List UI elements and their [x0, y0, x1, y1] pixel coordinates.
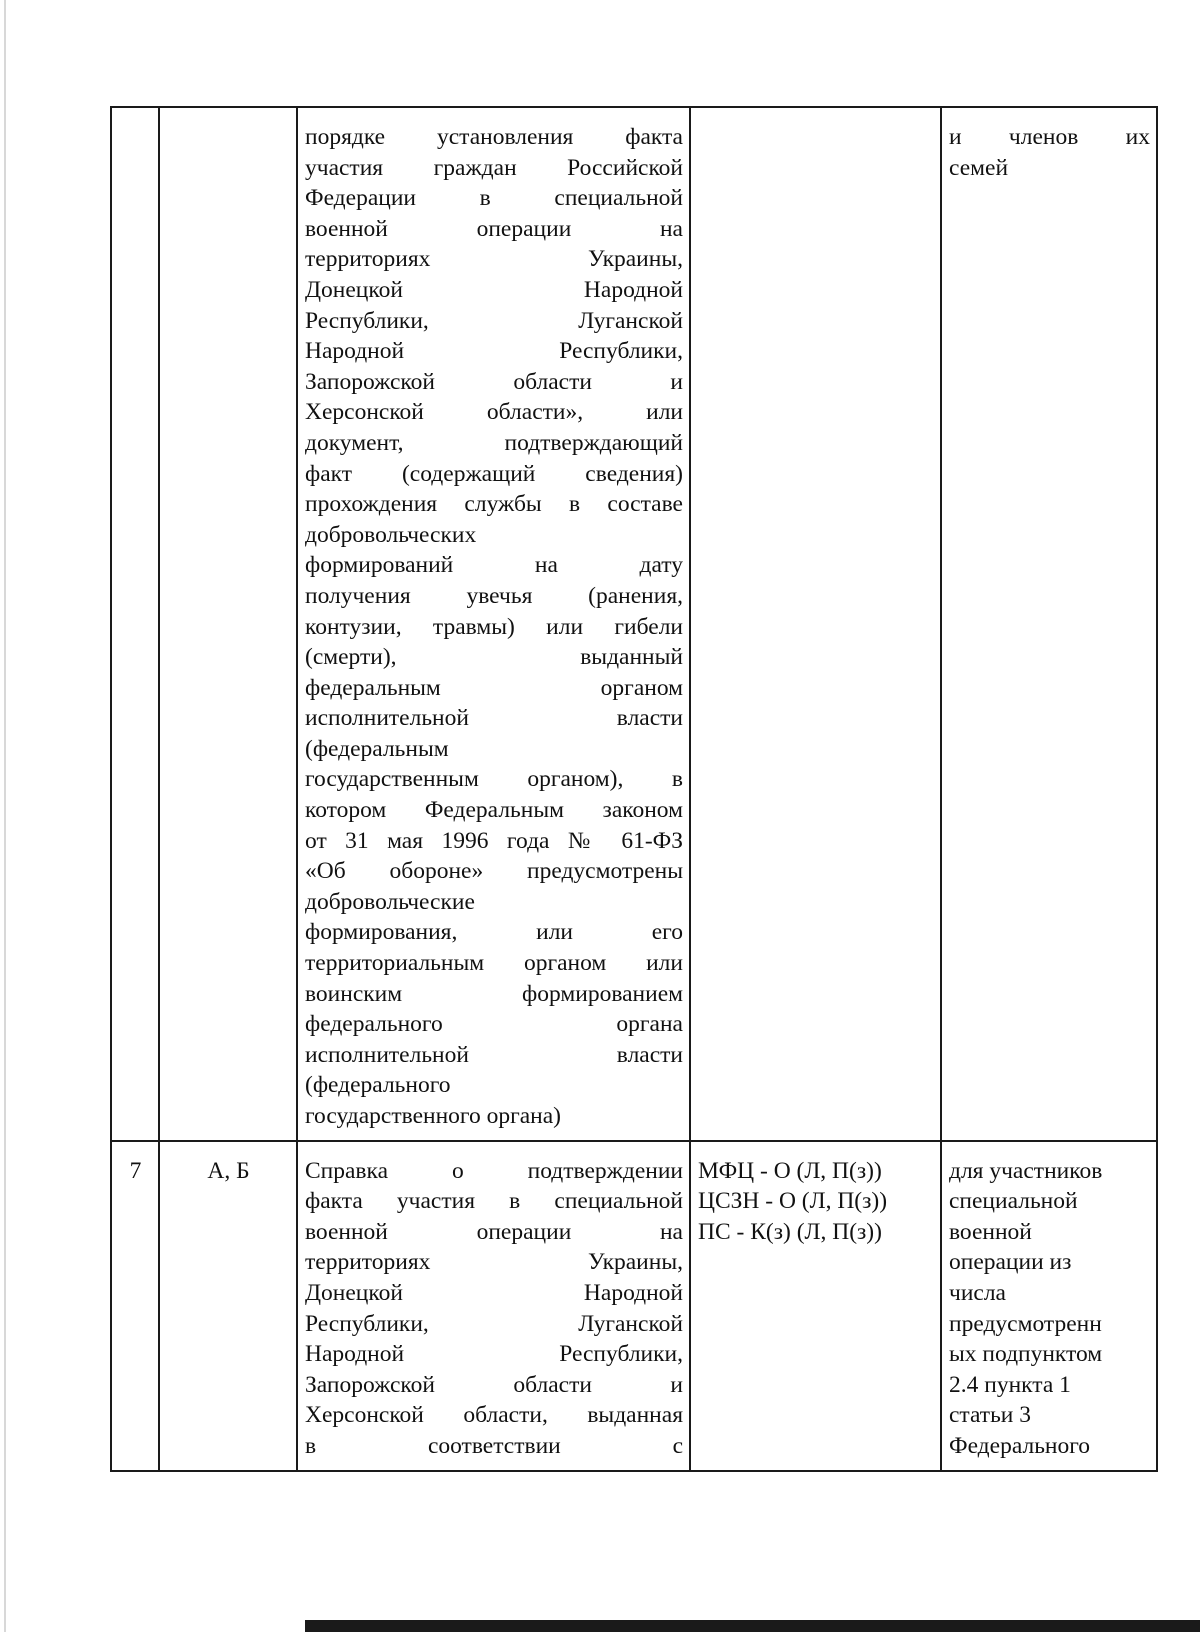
- text-line: контузии, травмы) или гибели: [305, 613, 683, 640]
- text-line: ЦСЗН - О (Л, П(з)): [698, 1188, 888, 1215]
- text-line: Донецкой Народной: [305, 276, 683, 303]
- text-line: операции из: [949, 1249, 1072, 1276]
- table-row: [111, 107, 1157, 1141]
- text-line: Народной Республики,: [305, 338, 683, 365]
- text-line: Республики, Луганской: [305, 1310, 683, 1337]
- who-cell: [941, 107, 1157, 1141]
- text-line: получения увечья (ранения,: [305, 582, 683, 609]
- text-line: Херсонской области», или: [305, 399, 683, 426]
- table-row: [111, 1141, 1157, 1471]
- text-line: воинским формированием: [305, 980, 683, 1007]
- document-cell: [297, 107, 690, 1141]
- text-line: «Об обороне» предусмотрены: [305, 858, 683, 885]
- document-cell: [297, 1141, 690, 1471]
- text-line: (федерального: [305, 1072, 451, 1099]
- where-text: [698, 1156, 934, 1248]
- text-line: Херсонской области, выданная: [305, 1402, 683, 1429]
- text-line: и членов их: [949, 124, 1150, 150]
- text-line: Донецкой Народной: [305, 1279, 683, 1306]
- text-line: территориях Украины,: [305, 246, 683, 273]
- page-edge: [4, 0, 6, 1632]
- text-line: государственным органом), в: [305, 766, 683, 793]
- text-line: формирования, или его: [305, 919, 683, 946]
- text-line: Народной Республики,: [305, 1341, 683, 1368]
- where-cell: [690, 1141, 941, 1471]
- text-line: Федерального: [949, 1432, 1091, 1459]
- text-line: Федерации в специальной: [305, 185, 683, 212]
- document-table: [110, 106, 1158, 1472]
- text-line: Справка о подтверждении: [305, 1157, 683, 1184]
- text-line: федеральным органом: [305, 674, 683, 701]
- text-line: формирований на дату: [305, 552, 683, 579]
- document-text: [305, 1156, 683, 1462]
- text-line: военной операции на: [305, 1218, 683, 1245]
- where-cell: [690, 107, 941, 1141]
- text-line: порядке установления факта: [305, 124, 683, 150]
- text-line: участия граждан Российской: [305, 154, 683, 181]
- text-line: Запорожской области и: [305, 368, 683, 395]
- text-line: ПС - К(з) (Л, П(з)): [698, 1218, 882, 1245]
- text-line: добровольческие: [305, 888, 475, 915]
- text-line: документ, подтверждающий: [305, 429, 683, 456]
- text-line: семей: [949, 154, 1009, 181]
- text-line: для участников: [949, 1157, 1103, 1184]
- text-line: добровольческих: [305, 521, 477, 548]
- text-line: в соответствии с: [305, 1432, 683, 1459]
- text-line: Республики, Луганской: [305, 307, 683, 334]
- who-text: [949, 122, 1150, 183]
- text-line: прохождения службы в составе: [305, 491, 683, 518]
- text-line: котором Федеральным законом: [305, 797, 683, 824]
- text-line: от 31 мая 1996 года № 61-ФЗ: [305, 827, 683, 854]
- text-line: исполнительной власти: [305, 705, 683, 732]
- text-line: числа: [949, 1279, 1006, 1306]
- row-number-cell: 7: [111, 1141, 159, 1471]
- text-line: МФЦ - О (Л, П(з)): [698, 1157, 882, 1184]
- category-cell: [159, 107, 297, 1141]
- row-number-cell: [111, 107, 159, 1141]
- text-line: исполнительной власти: [305, 1041, 683, 1068]
- text-line: факт (содержащий сведения): [305, 460, 683, 487]
- text-line: федерального органа: [305, 1011, 683, 1038]
- scan-bottom-edge: [305, 1620, 1200, 1632]
- who-cell: [941, 1141, 1157, 1471]
- category-cell: А, Б: [159, 1141, 297, 1471]
- text-line: Запорожской области и: [305, 1371, 683, 1398]
- text-line: военной операции на: [305, 215, 683, 242]
- text-line: (смерти), выданный: [305, 644, 683, 671]
- text-line: 2.4 пункта 1: [949, 1371, 1071, 1398]
- text-line: территориальным органом или: [305, 950, 683, 977]
- text-line: государственного органа): [305, 1103, 561, 1129]
- text-line: ых подпунктом: [949, 1341, 1103, 1368]
- text-line: территориях Украины,: [305, 1249, 683, 1276]
- text-line: (федеральным: [305, 735, 449, 762]
- text-line: предусмотренн: [949, 1310, 1102, 1337]
- text-line: военной: [949, 1218, 1032, 1245]
- text-line: факта участия в специальной: [305, 1188, 683, 1215]
- document-text: [305, 122, 683, 1132]
- text-line: специальной: [949, 1188, 1078, 1215]
- text-line: статьи 3: [949, 1402, 1031, 1429]
- who-text: [949, 1156, 1150, 1462]
